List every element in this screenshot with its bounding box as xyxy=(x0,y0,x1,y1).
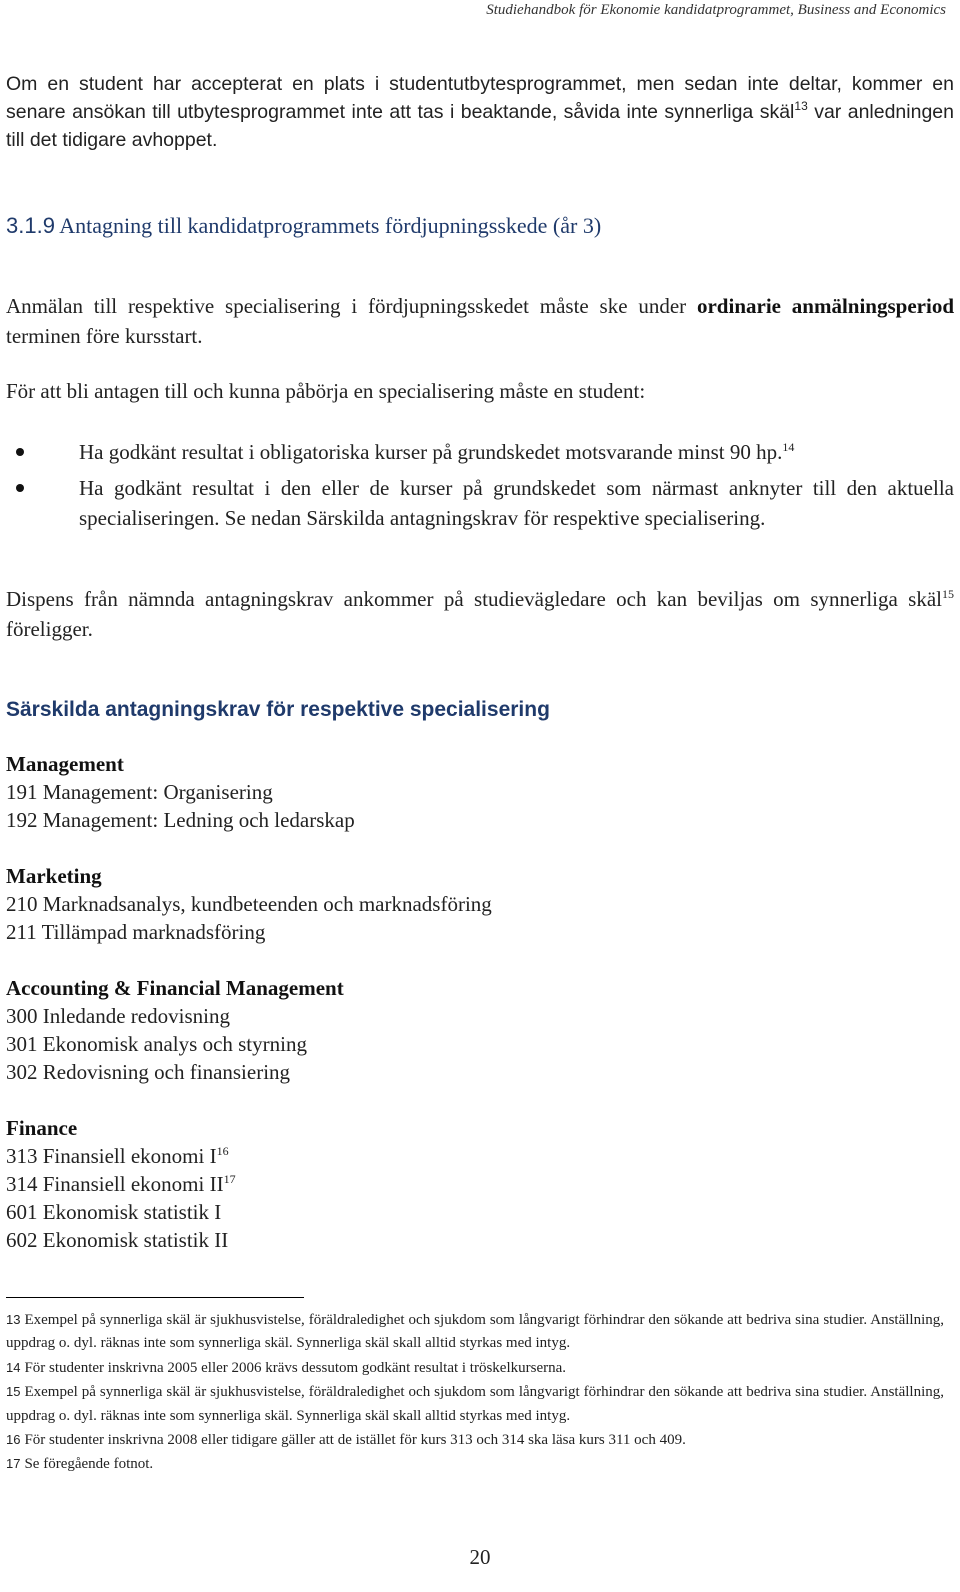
footnote-ref[interactable]: 14 xyxy=(782,440,795,454)
course-item xyxy=(6,1030,344,1058)
specialization-title: Finance xyxy=(6,1116,78,1140)
footnote-number: 15 xyxy=(6,1384,21,1400)
requirement-text: Ha godkänt resultat i obligatoriska kurser på grundskedet motsvarande minst 90 hp. xyxy=(79,440,783,464)
course-text: 602 Ekonomisk statistik II xyxy=(6,1228,229,1252)
intro-text: Om en student har accepterat en plats i studentutbytesprogrammet, men sedan inte deltar, kommer en senare ansökan till utbytesprogrammet inte att tas i beaktande, såvida inte synnerliga skäl xyxy=(6,73,954,123)
application-paragraph xyxy=(6,291,954,351)
footnote-ref-13[interactable]: 13 xyxy=(794,99,808,113)
footnote-item xyxy=(6,1356,944,1380)
footnote-text: Exempel på synnerliga skäl är sjukhusvistelse, föräldraledighet och sjukdom som långvarigt förhindrar den sökande att bedriva sina studier. Anställning, uppdrag o. dyl. räknas inte som synnerliga skäl. Synnerliga skäl skall alltid styrkas med intyg. xyxy=(6,1312,944,1352)
course-item xyxy=(6,1198,236,1226)
section-heading xyxy=(6,211,954,241)
footnote-ref[interactable]: 17 xyxy=(223,1172,236,1186)
course-item xyxy=(6,1142,236,1170)
dispensation-paragraph xyxy=(6,584,954,644)
section-title: Antagning till kandidatprogrammets fördjupningsskede (år 3) xyxy=(54,213,602,238)
course-item xyxy=(6,918,492,946)
course-text: 191 Management: Organisering xyxy=(6,780,273,804)
specialization-group xyxy=(6,862,492,946)
specialization-group xyxy=(6,1114,236,1254)
intro-paragraph xyxy=(6,70,954,154)
footnote-item xyxy=(6,1452,944,1476)
specialization-title: Marketing xyxy=(6,864,102,888)
footnote-text: Se föregående fotnot. xyxy=(24,1456,154,1473)
application-period: ordinarie anmälningsperiod xyxy=(696,294,954,318)
footnote-text: För studenter inskrivna 2008 eller tidigare gäller att de istället för kurs 313 och 314 ska läsa kurs 311 och 409. xyxy=(24,1432,686,1449)
course-item xyxy=(6,890,492,918)
intro-text-end: var anledningen till det tidigare avhoppet. xyxy=(6,101,954,151)
course-text: 314 Finansiell ekonomi II xyxy=(6,1172,224,1196)
page-number: 20 xyxy=(469,1545,491,1569)
bullet-icon xyxy=(16,448,24,456)
requirement-item xyxy=(6,437,954,467)
requirements-list xyxy=(6,437,954,533)
course-text: 210 Marknadsanalys, kundbeteenden och marknadsföring xyxy=(6,892,492,916)
bullet-icon xyxy=(16,484,24,492)
requirement-text: Ha godkänt resultat i den eller de kurser på grundskedet som närmast anknyter till den aktuella specialiseringen. Se nedan Särskilda antagningskrav för respektive specialisering. xyxy=(79,476,954,530)
dispensation-text-end: föreligger. xyxy=(6,617,93,641)
course-text: 302 Redovisning och finansiering xyxy=(6,1060,291,1084)
course-item xyxy=(6,1226,236,1254)
requirement-item xyxy=(6,473,954,533)
footnote-item xyxy=(6,1308,944,1356)
footnote-item xyxy=(6,1428,944,1452)
course-text: 601 Ekonomisk statistik I xyxy=(6,1200,222,1224)
course-item xyxy=(6,778,355,806)
course-text: 192 Management: Ledning och ledarskap xyxy=(6,808,355,832)
course-text: 313 Finansiell ekonomi I xyxy=(6,1144,217,1168)
section-number: 3.1.9 xyxy=(6,213,55,238)
specialization-group xyxy=(6,750,355,834)
specialization-title: Accounting & Financial Management xyxy=(6,976,344,1000)
requirements-intro: För att bli antagen till och kunna påbörja en specialisering måste en student: xyxy=(6,379,646,403)
running-header: Studiehandbok för Ekonomie kandidatprogrammet, Business and Economics xyxy=(486,2,946,18)
course-item xyxy=(6,1002,344,1030)
specialization-group xyxy=(6,974,344,1086)
footnote-text: Exempel på synnerliga skäl är sjukhusvistelse, föräldraledighet och sjukdom som långvarigt förhindrar den sökande att bedriva sina studier. Anställning, uppdrag o. dyl. räknas inte som synnerliga skäl. Synnerliga skäl skall alltid styrkas med intyg. xyxy=(6,1384,944,1424)
application-text: Anmälan till respektive specialisering i fördjupningsskedet måste ske under xyxy=(6,294,697,318)
footnote-item xyxy=(6,1380,944,1428)
specialization-title: Management xyxy=(6,752,124,776)
footnote-ref[interactable]: 16 xyxy=(216,1144,229,1158)
special-requirements-heading: Särskilda antagningskrav för respektive specialisering xyxy=(6,698,550,721)
footnote-number: 14 xyxy=(6,1359,21,1375)
course-text: 211 Tillämpad marknadsföring xyxy=(6,920,266,944)
footnote-text: För studenter inskrivna 2005 eller 2006 krävs dessutom godkänt resultat i tröskelkurserna. xyxy=(24,1359,567,1376)
footnote-number: 16 xyxy=(6,1432,21,1448)
course-item xyxy=(6,1170,236,1198)
footnote-rule xyxy=(6,1297,304,1298)
course-text: 300 Inledande redovisning xyxy=(6,1004,230,1028)
course-item xyxy=(6,1058,344,1086)
footnote-number: 13 xyxy=(6,1312,21,1327)
course-item xyxy=(6,806,355,834)
course-text: 301 Ekonomisk analys och styrning xyxy=(6,1032,307,1056)
footnote-number: 17 xyxy=(6,1456,21,1472)
footnotes xyxy=(6,1308,944,1477)
application-text-end: terminen före kursstart. xyxy=(6,324,203,348)
dispensation-text: Dispens från nämnda antagningskrav ankommer på studievägledare och kan beviljas om synnerliga skäl xyxy=(6,587,942,611)
footnote-ref-15[interactable]: 15 xyxy=(942,587,954,601)
